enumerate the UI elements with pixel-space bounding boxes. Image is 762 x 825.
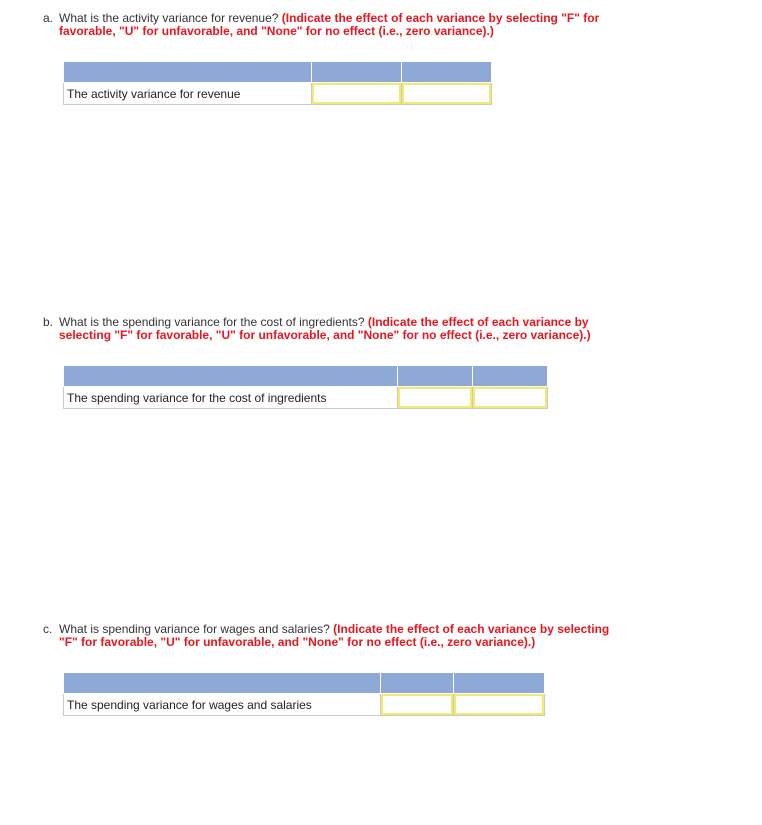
row-label-a: The activity variance for revenue	[64, 83, 312, 105]
amount-cell-a	[312, 83, 402, 105]
effect-cell-a	[402, 83, 492, 105]
question-b-letter: b.	[43, 315, 54, 329]
header-cell	[64, 62, 312, 83]
question-c-prompt	[43, 623, 619, 649]
question-a-letter: a.	[43, 11, 54, 25]
header-cell	[454, 673, 545, 694]
amount-cell-c	[381, 694, 454, 716]
row-label-b: The spending variance for the cost of ingredients	[64, 387, 398, 409]
question-b-instruction: (Indicate the effect of each variance by selecting "F" for favorable, "U" for unfavorable, and "None" for no effect (i.e., zero variance).)	[59, 315, 591, 342]
answer-table-b-header	[64, 366, 548, 387]
header-cell	[398, 366, 473, 387]
row-label-c: The spending variance for wages and salaries	[64, 694, 381, 716]
question-b-prompt	[43, 316, 619, 342]
header-cell	[381, 673, 454, 694]
effect-select-b[interactable]	[473, 387, 547, 408]
effect-cell-b	[473, 387, 548, 409]
answer-table-a-header	[64, 62, 492, 83]
answer-table-c-header	[64, 673, 545, 694]
question-a-prompt	[43, 12, 619, 38]
question-c-instruction: (Indicate the effect of each variance by selecting "F" for favorable, "U" for unfavorable, and "None" for no effect (i.e., zero variance).)	[59, 622, 610, 649]
header-cell	[312, 62, 402, 83]
answer-table-b	[63, 365, 548, 409]
amount-input-c[interactable]	[381, 694, 453, 715]
question-a	[43, 11, 619, 101]
answer-table-c	[63, 672, 545, 716]
question-c-text: What is spending variance for wages and salaries?	[59, 622, 330, 636]
amount-input-a[interactable]	[312, 83, 401, 104]
table-row	[64, 83, 492, 105]
answer-table-a	[63, 61, 492, 105]
question-b-text: What is the spending variance for the cost of ingredients?	[59, 315, 365, 329]
amount-cell-b	[398, 387, 473, 409]
question-a-text: What is the activity variance for revenue?	[59, 11, 279, 25]
header-cell	[64, 366, 398, 387]
effect-select-a[interactable]	[402, 83, 491, 104]
table-row	[64, 387, 548, 409]
question-c-letter: c.	[43, 622, 53, 636]
table-row	[64, 694, 545, 716]
effect-cell-c	[454, 694, 545, 716]
header-cell	[64, 673, 381, 694]
question-c	[43, 622, 619, 712]
amount-input-b[interactable]	[398, 387, 472, 408]
effect-select-c[interactable]	[454, 694, 544, 715]
header-cell	[402, 62, 492, 83]
header-cell	[473, 366, 548, 387]
question-b	[43, 315, 619, 405]
question-a-instruction: (Indicate the effect of each variance by selecting "F" for favorable, "U" for unfavorable, and "None" for no effect (i.e., zero variance).)	[59, 11, 600, 38]
